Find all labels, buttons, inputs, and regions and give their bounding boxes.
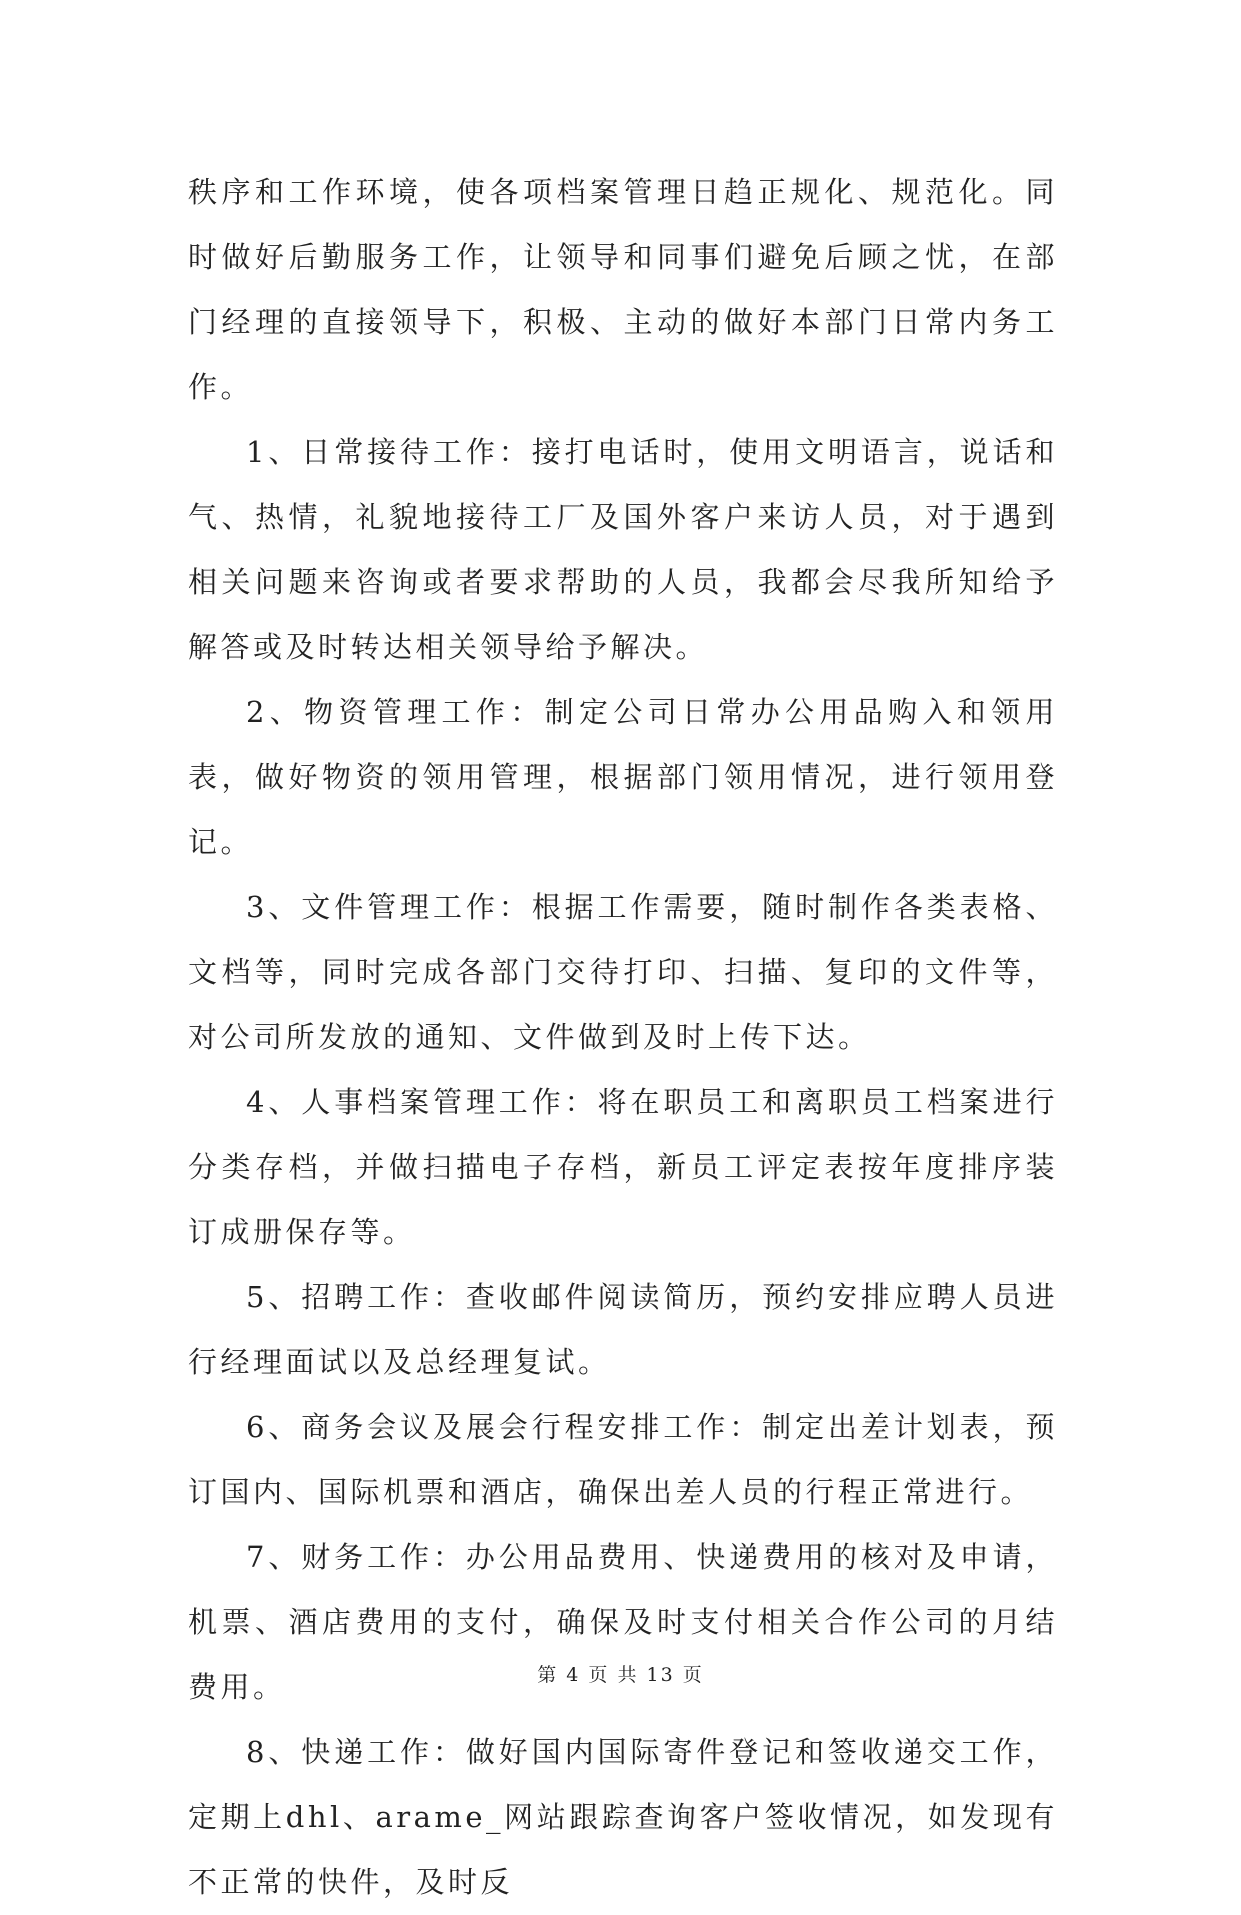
paragraph-document-management: 3、文件管理工作：根据工作需要，随时制作各类表格、文档等，同时完成各部门交待打印、扫描、复印的文件等，对公司所发放的通知、文件做到及时上传下达。 — [188, 890, 1058, 1054]
paragraph-reception-work: 1、日常接待工作：接打电话时，使用文明语言，说话和气、热情，礼貌地接待工厂及国外客户来访人员，对于遇到相关问题来咨询或者要求帮助的人员，我都会尽我所知给予解答或及时转达相关领导给予解决。 — [188, 435, 1058, 664]
page-footer: 第 4 页 共 13 页 — [537, 1664, 704, 1686]
paragraph-finance-work: 7、财务工作：办公用品费用、快递费用的核对及申请，机票、酒店费用的支付，确保及时支付相关合作公司的月结费用。 — [188, 1540, 1058, 1704]
document-body — [188, 160, 1058, 1915]
paragraph-personnel-files: 4、人事档案管理工作：将在职员工和离职员工档案进行分类存档，并做扫描电子存档，新员工评定表按年度排序装订成册保存等。 — [188, 1085, 1058, 1249]
paragraph-business-travel: 6、商务会议及展会行程安排工作：制定出差计划表，预订国内、国际机票和酒店，确保出差人员的行程正常进行。 — [188, 1410, 1058, 1509]
paragraph-courier-work: 8、快递工作：做好国内国际寄件登记和签收递交工作，定期上dhl、arame_网站跟踪查询客户签收情况，如发现有不正常的快件，及时反 — [188, 1735, 1058, 1899]
paragraph-recruitment: 5、招聘工作：查收邮件阅读简历，预约安排应聘人员进行经理面试以及总经理复试。 — [188, 1280, 1058, 1379]
paragraph-supplies-management: 2、物资管理工作：制定公司日常办公用品购入和领用表，做好物资的领用管理，根据部门领用情况，进行领用登记。 — [188, 695, 1058, 859]
paragraph-continued: 秩序和工作环境，使各项档案管理日趋正规化、规范化。同时做好后勤服务工作，让领导和同事们避免后顾之忧，在部门经理的直接领导下，积极、主动的做好本部门日常内务工作。 — [188, 175, 1058, 404]
